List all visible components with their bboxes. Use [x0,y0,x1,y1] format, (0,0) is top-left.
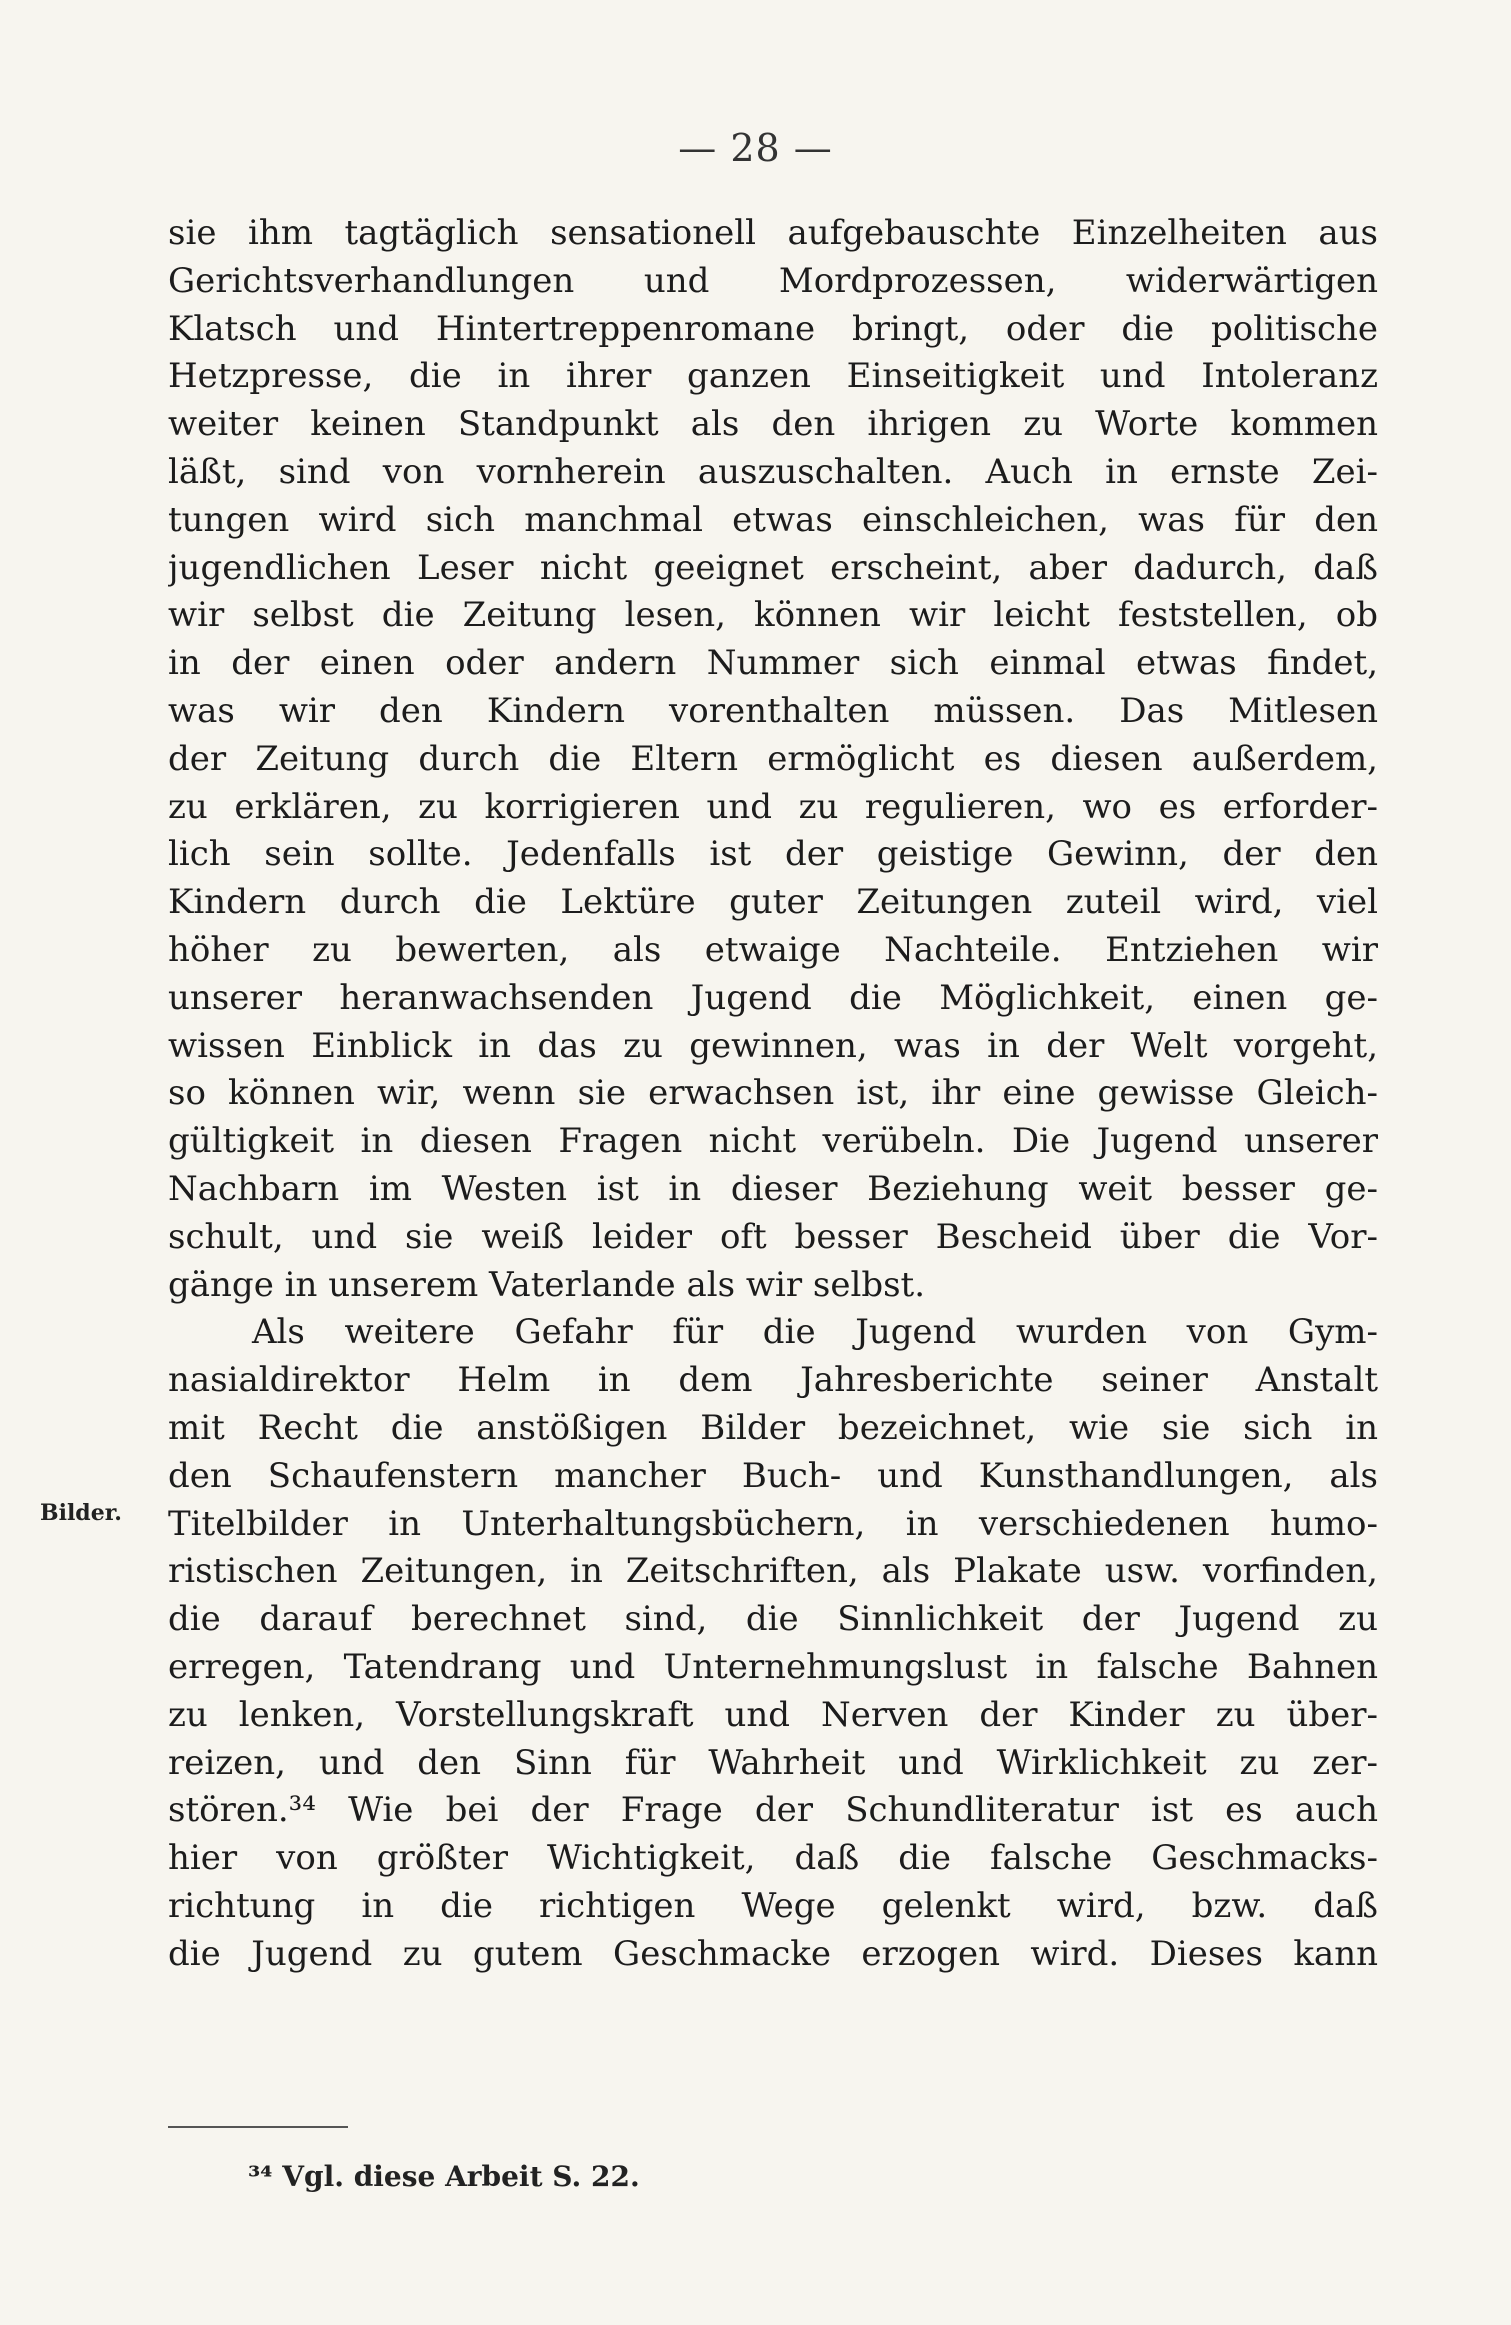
text-line: nasialdirektor Helm in dem Jahresberichte seiner Anstalt [168,1360,1378,1401]
text-line: jugendlichen Leser nicht geeignet erscheint, aber dadurch, daß [168,547,1378,588]
text-line: Titelbilder in Unterhaltungsbüchern, in verschiedenen humo- [168,1503,1378,1544]
text-line: mit Recht die anstößigen Bilder bezeichnet, wie sie sich in [168,1407,1378,1448]
text-line: höher zu bewerten, als etwaige Nachteile. Entziehen wir [168,929,1378,970]
text-line: Hetzpresse, die in ihrer ganzen Einseitigkeit und Intoleranz [168,356,1378,397]
text-line: Gerichtsverhandlungen und Mordprozessen, widerwärtigen [168,260,1378,301]
text-line: die darauf berechnet sind, die Sinnlichkeit der Jugend zu [168,1599,1378,1640]
text-line: Klatsch und Hintertreppenromane bringt, oder die politische [168,308,1378,349]
footnote: ³⁴ Vgl. diese Arbeit S. 22. [248,2160,640,2193]
text-line: sie ihm tagtäglich sensationell aufgebauschte Einzelheiten aus [168,213,1378,253]
text-line: stören.³⁴ Wie bei der Frage der Schundliteratur ist es auch [168,1790,1378,1831]
text-line: schult, und sie weiß leider oft besser Bescheid über die Vor- [168,1216,1378,1257]
text-line: wir selbst die Zeitung lesen, können wir leicht feststellen, ob [168,595,1378,636]
text-line: weiter keinen Standpunkt als den ihrigen zu Worte kommen [168,404,1378,445]
text-line: richtung in die richtigen Wege gelenkt wird, bzw. daß [168,1885,1378,1926]
text-line: hier von größter Wichtigkeit, daß die falsche Geschmacks- [168,1838,1378,1879]
text-line: unserer heranwachsenden Jugend die Möglichkeit, einen ge- [168,977,1378,1018]
text-line: zu erklären, zu korrigieren und zu regulieren, wo es erforder- [168,786,1378,827]
text-line: zu lenken, Vorstellungskraft und Nerven der Kinder zu über- [168,1694,1378,1735]
text-line: in der einen oder andern Nummer sich einmal etwas findet, [168,643,1378,684]
text-line: Nachbarn im Westen ist in dieser Beziehung weit besser ge- [168,1168,1378,1209]
text-line: Kindern durch die Lektüre guter Zeitungen zuteil wird, viel [168,882,1378,923]
footnote-divider [168,2126,348,2128]
text-line: gültigkeit in diesen Fragen nicht verübeln. Die Jugend unserer [168,1121,1378,1162]
text-line: die Jugend zu gutem Geschmacke erzogen wird. Dieses kann [168,1933,1378,1974]
text-line: was wir den Kindern vorenthalten müssen. Das Mitlesen [168,690,1378,731]
text-line: den Schaufenstern mancher Buch- und Kunsthandlungen, als [168,1455,1378,1496]
text-line: erregen, Tatendrang und Unternehmungslust in falsche Bahnen [168,1646,1378,1687]
text-line: reizen, und den Sinn für Wahrheit und Wirklichkeit zu zer- [168,1742,1378,1783]
text-line: tungen wird sich manchmal etwas einschleichen, was für den [168,499,1378,540]
body-text [168,210,1378,1978]
text-line: Als weitere Gefahr für die Jugend wurden von Gym- [252,1312,1378,1353]
page-number: — 28 — [678,126,833,170]
text-line: so können wir, wenn sie erwachsen ist, ihr eine gewisse Gleich- [168,1073,1378,1114]
margin-note: Bilder. [40,1500,122,1526]
text-line: lich sein sollte. Jedenfalls ist der geistige Gewinn, der den [168,834,1378,875]
text-line: wissen Einblick in das zu gewinnen, was in der Welt vorgeht, [168,1025,1378,1066]
text-line: ristischen Zeitungen, in Zeitschriften, als Plakate usw. vorfinden, [168,1551,1378,1592]
text-line: läßt, sind von vornherein auszuschalten. Auch in ernste Zei- [168,451,1378,492]
text-line: gänge in unserem Vaterlande als wir selbst. [168,1264,926,1305]
text-line: der Zeitung durch die Eltern ermöglicht es diesen außerdem, [168,738,1378,779]
